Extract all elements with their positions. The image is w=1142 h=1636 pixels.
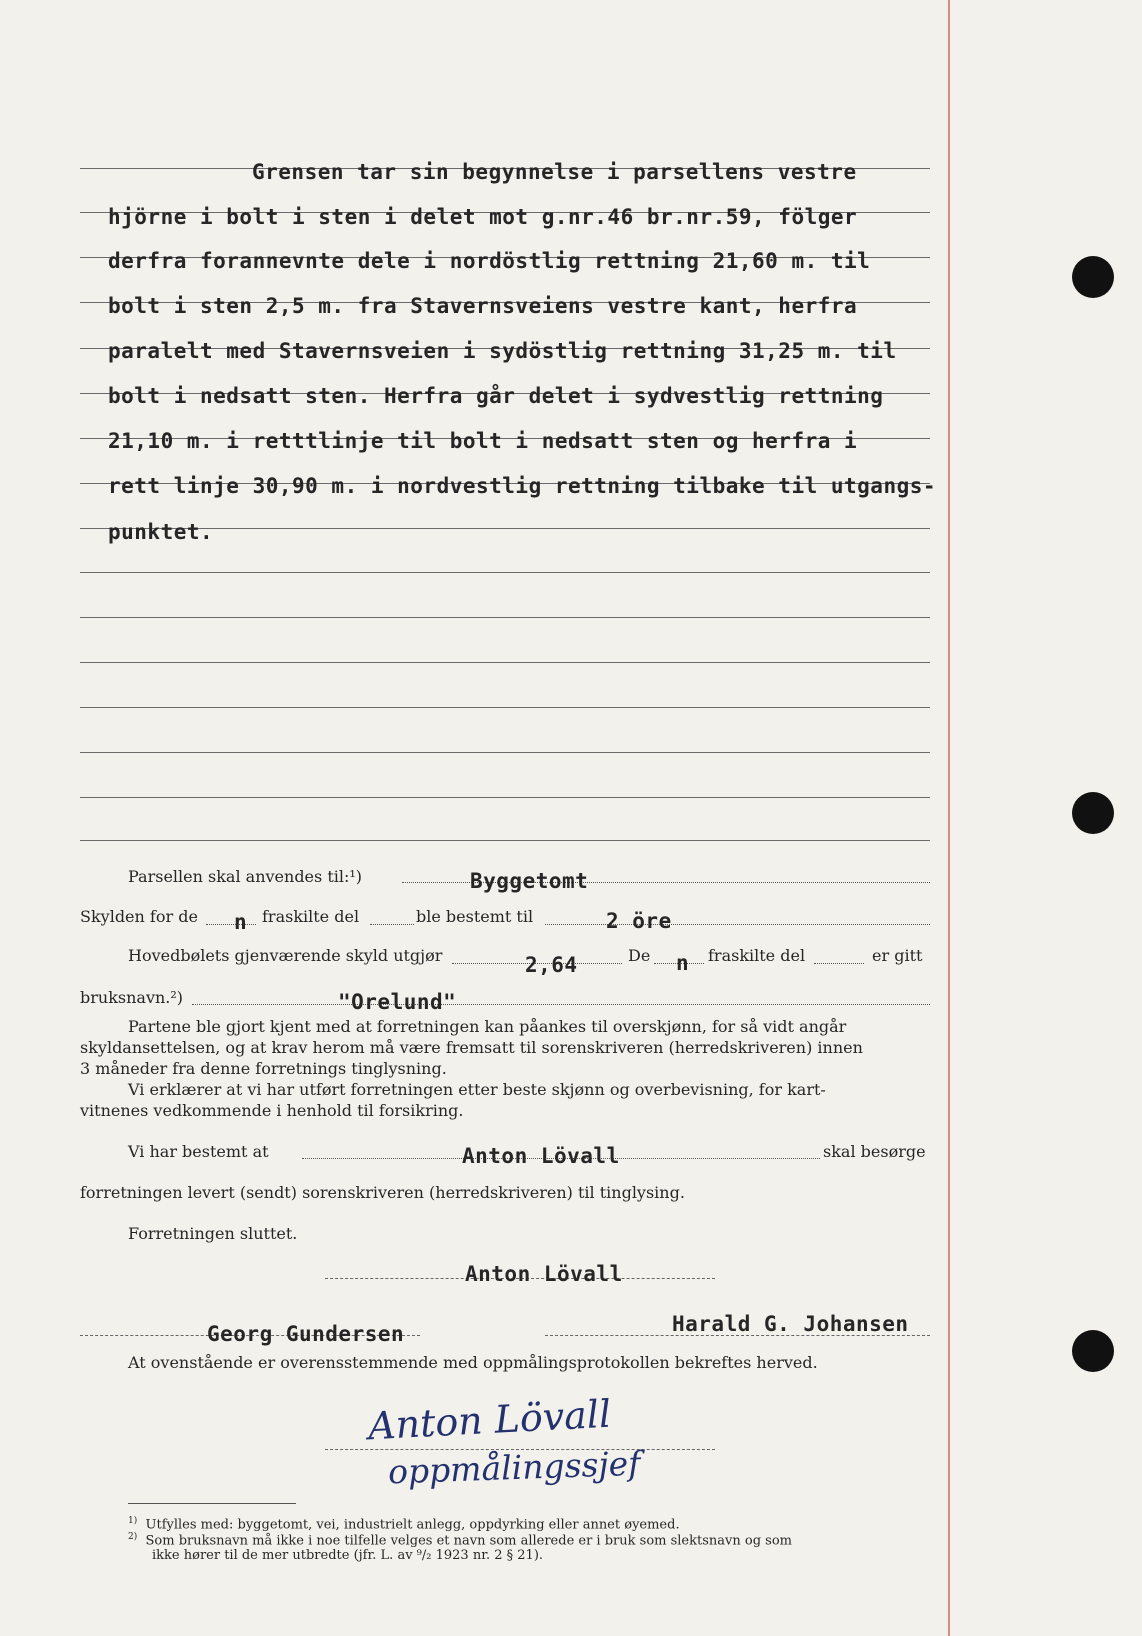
ruled-line: [80, 662, 930, 663]
ruled-line: [80, 572, 930, 573]
fill-line: [545, 924, 930, 925]
footnote-mark: 2): [128, 1532, 138, 1542]
para2-line: Vi erklærer at vi har utført forretningen etter beste skjønn og overbevisning, for kart-: [128, 1080, 826, 1099]
skyld-label-b: fraskilte del: [262, 907, 360, 926]
parsel-value: Byggetomt: [470, 869, 589, 893]
certification-text: At ovenstående er overensstemmende med oppmålingsprotokollen bekreftes herved.: [128, 1353, 818, 1372]
footnote-2: [128, 1532, 792, 1548]
handwritten-title: oppmålingssjef: [387, 1443, 642, 1492]
ruled-line: [80, 840, 930, 841]
footnote-mark: 1): [128, 1516, 138, 1526]
body-line: bolt i nedsatt sten. Herfra går delet i sydvestlig rettning: [108, 384, 884, 408]
body-line: 21,10 m. i retttlinje til bolt i nedsatt sten og herfra i: [108, 429, 858, 453]
footnote-divider: [128, 1503, 296, 1504]
punch-hole: [1072, 1330, 1114, 1372]
skal-label: skal besørge: [823, 1142, 926, 1161]
para1-line: 3 måneder fra denne forretnings tinglysning.: [80, 1059, 447, 1078]
ruled-line: [80, 617, 930, 618]
signature-georg: Georg Gundersen: [207, 1322, 405, 1346]
para1-line: Partene ble gjort kjent med at forretningen kan påankes til overskjønn, for så vidt angår: [128, 1017, 847, 1036]
ruled-line: [80, 707, 930, 708]
de-label: De: [628, 946, 651, 965]
skyld-n: n: [234, 910, 248, 934]
signature-anton: Anton Lövall: [465, 1262, 623, 1286]
de-n: n: [676, 951, 690, 975]
body-line: punktet.: [108, 520, 214, 544]
levert-line: forretningen levert (sendt) sorenskriveren (herredskriveren) til tinglysing.: [80, 1183, 685, 1202]
fill-line: [370, 924, 414, 925]
footnote-2-cont: ikke hører til de mer utbredte (jfr. L. av ⁹/₂ 1923 nr. 2 § 21).: [152, 1548, 544, 1563]
bestemt-value: Anton Lövall: [462, 1144, 620, 1168]
hoved-label: Hovedbølets gjenværende skyld utgjør: [128, 946, 443, 965]
bruksnavn-value: "Orelund": [338, 990, 457, 1014]
body-line: Grensen tar sin begynnelse i parsellens vestre: [252, 160, 857, 184]
skyld-label: Skylden for de: [80, 907, 198, 926]
fill-line: [814, 963, 864, 964]
bestemt-label: Vi har bestemt at: [128, 1142, 269, 1161]
skyld-label-c: ble bestemt til: [416, 907, 534, 926]
body-line: derfra forannevnte dele i nordöstlig rettning 21,60 m. til: [108, 249, 871, 273]
footnote-1: [128, 1516, 680, 1532]
handwritten-signature: Anton Lövall: [367, 1391, 613, 1449]
skyld-value: 2 öre: [606, 909, 672, 933]
punch-hole: [1072, 792, 1114, 834]
fill-line: [192, 1004, 930, 1005]
ruled-line: [80, 797, 930, 798]
parsel-label: Parsellen skal anvendes til:¹): [128, 867, 363, 886]
body-line: bolt i sten 2,5 m. fra Stavernsveiens vestre kant, herfra: [108, 294, 858, 318]
para2-line: vitnenes vedkommende i henhold til forsikring.: [80, 1101, 464, 1120]
red-margin-line: [948, 0, 950, 1636]
body-line: paralelt med Stavernsveien i sydöstlig rettning 31,25 m. til: [108, 339, 897, 363]
hoved-value: 2,64: [525, 953, 578, 977]
footnote-text: Som bruksnavn må ikke i noe tilfelle velges et navn som allerede er i bruk som slektsnavn og som: [145, 1533, 792, 1549]
signature-harald: Harald G. Johansen: [672, 1312, 909, 1336]
bruksnavn-label: bruksnavn.²): [80, 988, 184, 1007]
para1-line: skyldansettelsen, og at krav herom må være fremsatt til sorenskriveren (herredskriveren) innen: [80, 1038, 863, 1057]
body-line: hjörne i bolt i sten i delet mot g.nr.46 br.nr.59, fölger: [108, 205, 858, 229]
fill-line: [206, 924, 256, 925]
punch-hole: [1072, 256, 1114, 298]
fraskilte-label: fraskilte del: [708, 946, 806, 965]
ruled-line: [80, 752, 930, 753]
er-gitt: er gitt: [872, 946, 923, 965]
sluttet-text: Forretningen sluttet.: [128, 1224, 298, 1243]
footnote-text: Utfylles med: byggetomt, vei, industrielt anlegg, oppdyrking eller annet øyemed.: [145, 1517, 680, 1533]
body-line: rett linje 30,90 m. i nordvestlig rettning tilbake til utgangs-: [108, 474, 937, 498]
